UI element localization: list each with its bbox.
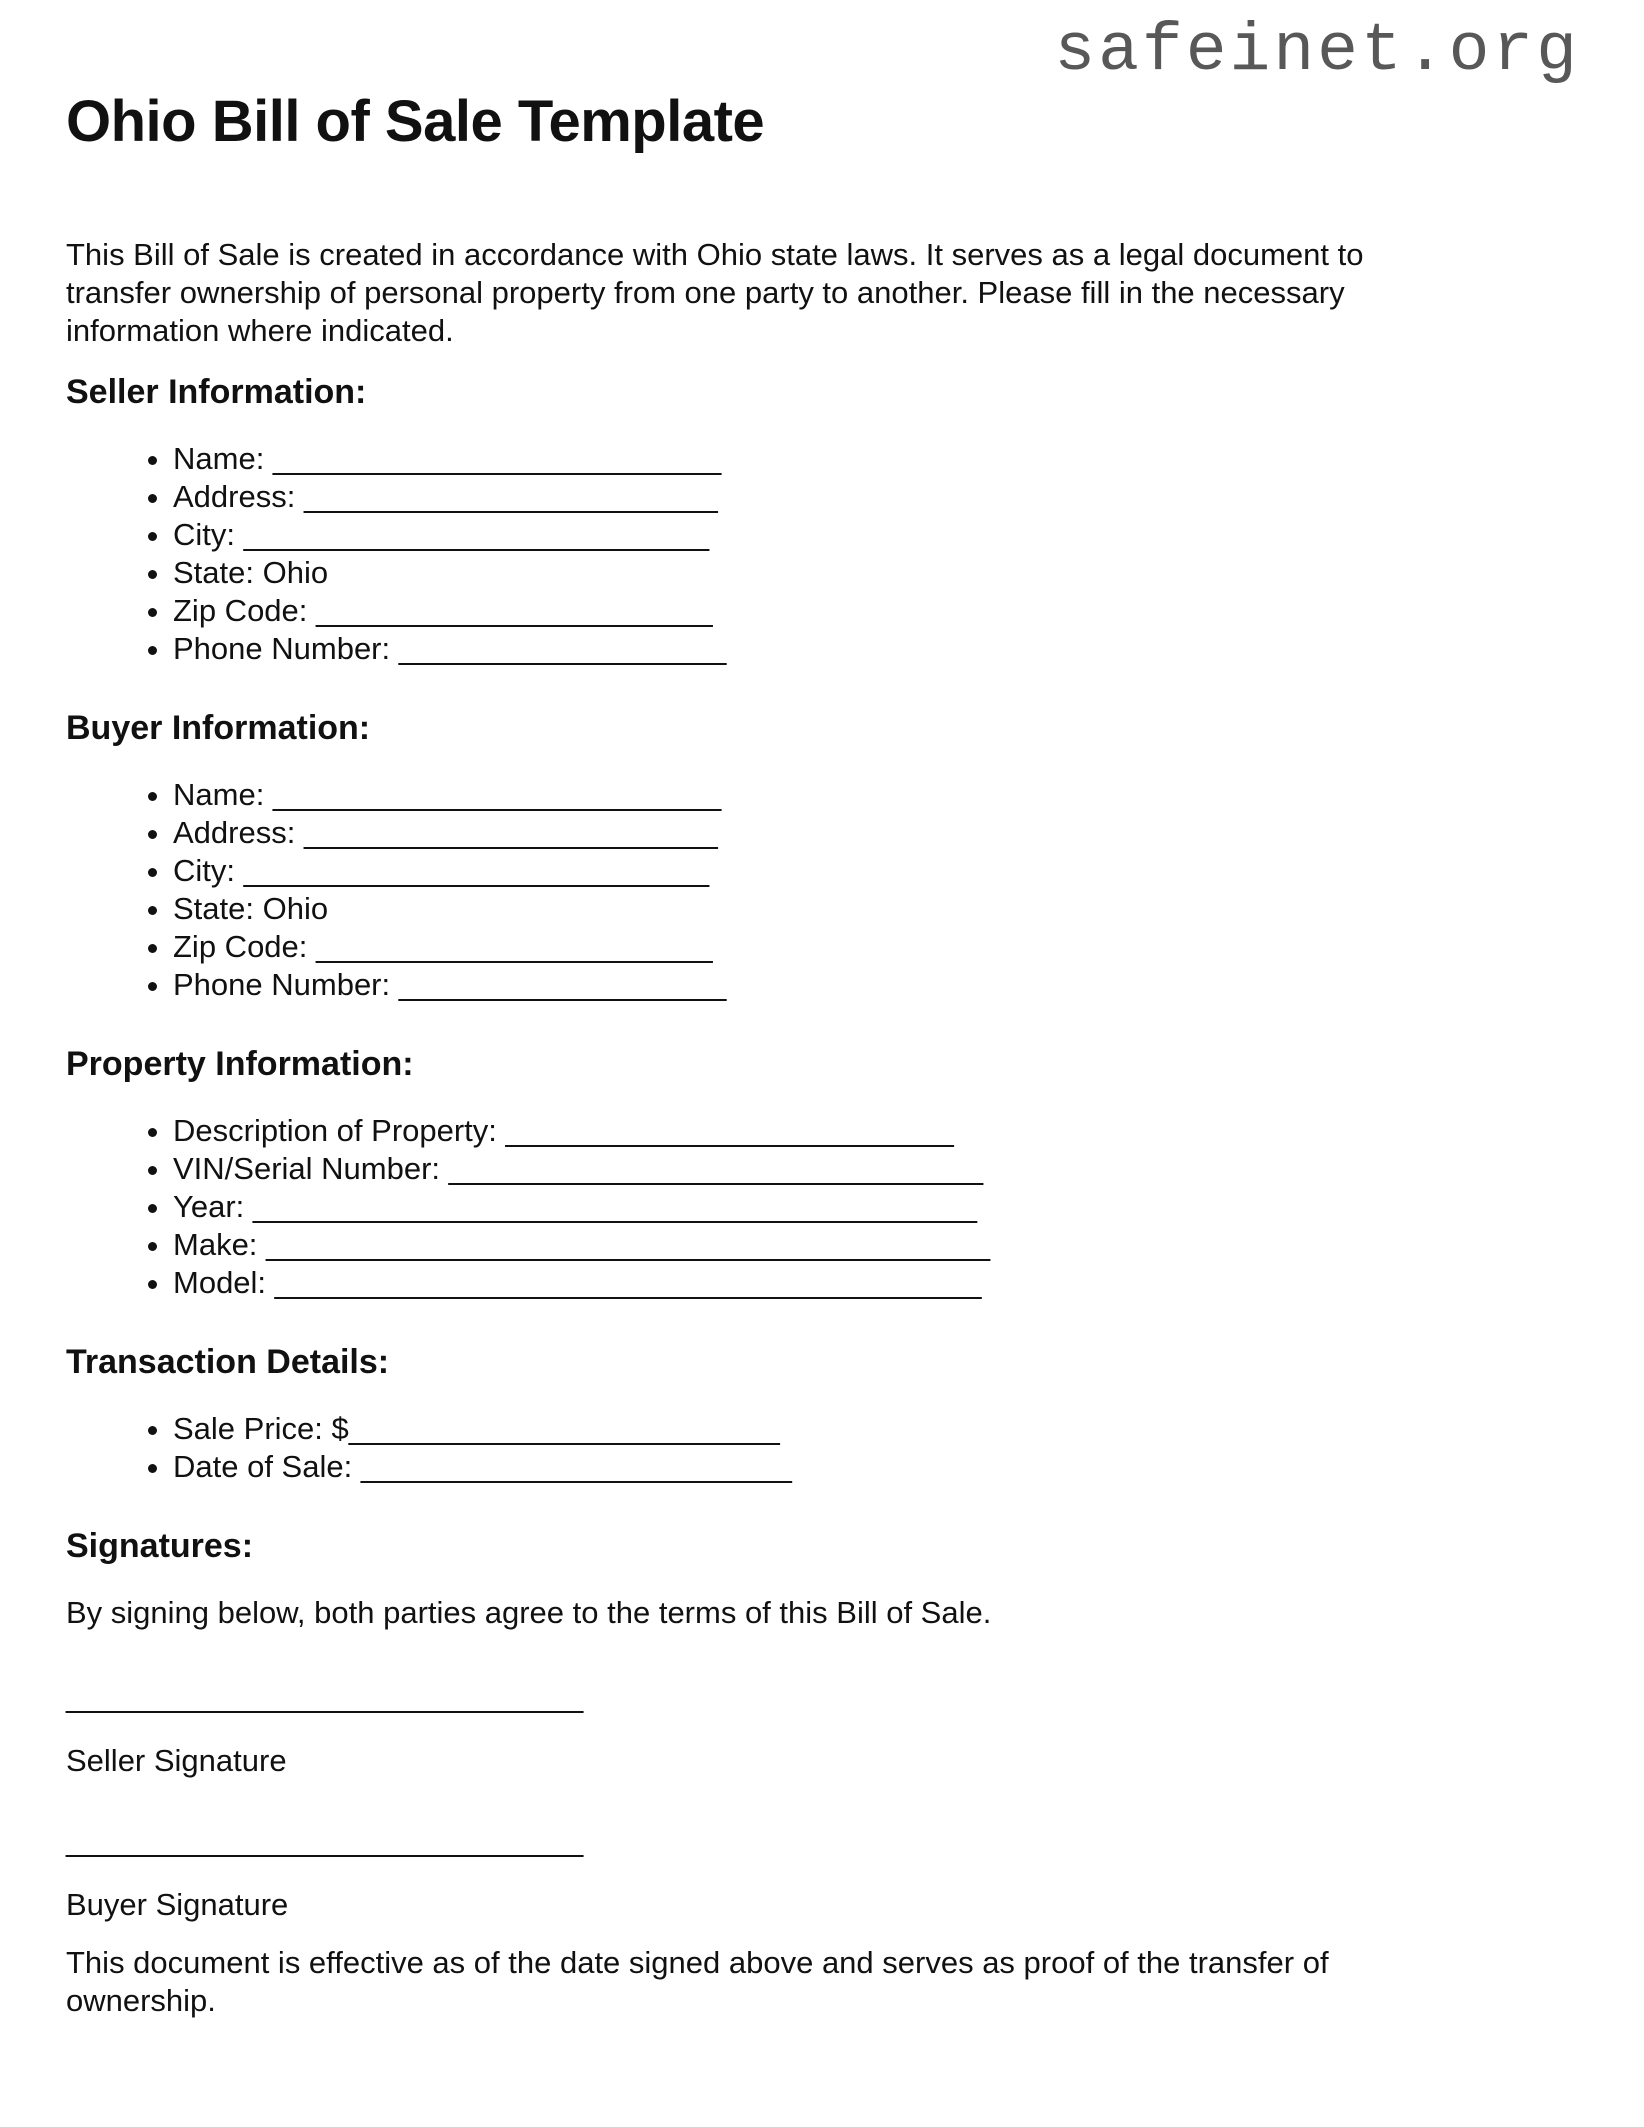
buyer-information-section [66,708,1580,1004]
property-information-section [66,1044,1580,1302]
list-item [173,1112,1580,1150]
list-item [173,1448,1580,1486]
field-label: Year: [173,1189,245,1224]
list-item [173,928,1580,966]
list-item [173,852,1580,890]
transaction-details-section [66,1342,1580,1486]
blank-line: __________________________________________ [257,1227,991,1262]
field-label: State: Ohio [173,555,329,590]
field-label: State: Ohio [173,891,329,926]
field-label: VIN/Serial Number: [173,1151,441,1186]
blank-line: _________________________ [348,1411,780,1446]
field-label: Zip Code: [173,593,308,628]
blank-line: _________________________ [352,1449,792,1484]
closing-paragraph: This document is effective as of the date signed above and serves as proof of the transfer of ownership. [66,1945,1329,2018]
list-item [173,630,1580,668]
blank-line: ________________________ [295,479,718,514]
list-item [173,814,1580,852]
list-item [173,1410,1580,1448]
intro-paragraph: This Bill of Sale is created in accordance with Ohio state laws. It serves as a legal document to transfer ownership of personal property from one party to another. Please fill in the necessary information where indicated. [66,237,1364,348]
field-label: Description of Property: [173,1113,497,1148]
list-item [173,554,1580,592]
list-item [173,1188,1580,1226]
seller-signature-label: Seller Signature [66,1743,287,1778]
list-item [173,890,1580,928]
list-item [173,516,1580,554]
field-label: Date of Sale: [173,1449,353,1484]
blank-line: __________________________ [264,441,722,476]
section-heading: Transaction Details: [66,1343,390,1381]
blank-line: __________________________________________ [244,1189,977,1224]
list-item [173,776,1580,814]
blank-line: _______________________ [307,593,713,628]
field-label: Sale Price: $ [173,1411,349,1446]
brand-logo: safeinet.org [1054,13,1580,90]
list-item [173,592,1580,630]
blank-line: __________________________ [264,777,722,812]
field-label: Phone Number: [173,967,391,1002]
field-label: City: [173,517,235,552]
blank-line: ___________________ [390,967,727,1002]
list-item [173,966,1580,1004]
signatures-section [66,1526,1580,2020]
field-label: Address: [173,815,296,850]
seller-signature-line: ______________________________ [66,1679,584,1714]
field-list [66,776,1580,1004]
section-heading: Property Information: [66,1045,414,1083]
field-label: Address: [173,479,296,514]
list-item [173,440,1580,478]
field-label: Make: [173,1227,258,1262]
blank-line: ________________________ [295,815,718,850]
blank-line: _______________________ [307,929,713,964]
agreement-paragraph: By signing below, both parties agree to the terms of this Bill of Sale. [66,1595,992,1630]
field-list [66,1410,1580,1486]
blank-line: _______________________________ [440,1151,984,1186]
page-title: Ohio Bill of Sale Template [66,89,765,154]
buyer-signature-label: Buyer Signature [66,1887,289,1922]
blank-line: __________________________ [496,1113,954,1148]
field-list [66,1112,1580,1302]
field-label: City: [173,853,235,888]
list-item [173,1264,1580,1302]
blank-line: ___________________________ [235,517,710,552]
field-list [66,440,1580,668]
field-label: Name: [173,441,265,476]
field-label: Name: [173,777,265,812]
section-heading: Signatures: [66,1527,254,1565]
blank-line: _________________________________________ [266,1265,982,1300]
list-item [173,1226,1580,1264]
field-label: Phone Number: [173,631,391,666]
field-label: Zip Code: [173,929,308,964]
buyer-signature-line: ______________________________ [66,1823,584,1858]
seller-information-section [66,372,1580,668]
field-label: Model: [173,1265,267,1300]
blank-line: ___________________________ [235,853,710,888]
section-heading: Seller Information: [66,373,367,411]
list-item [173,1150,1580,1188]
list-item [173,478,1580,516]
section-heading: Buyer Information: [66,709,371,747]
blank-line: ___________________ [390,631,727,666]
